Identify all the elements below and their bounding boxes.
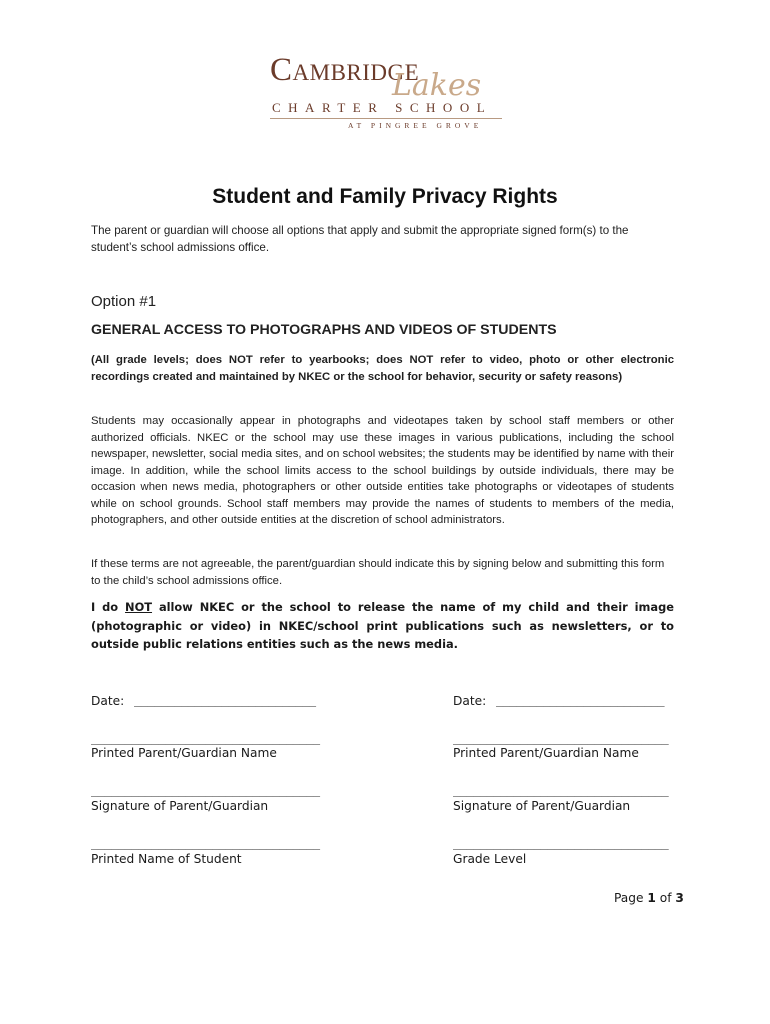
logo-location: AT PINGREE GROVE: [348, 121, 483, 130]
left-signature-field[interactable]: __________________________________: [91, 783, 320, 797]
consent-statement: [91, 598, 674, 654]
right-printed-guardian-label: Printed Parent/Guardian Name: [453, 746, 639, 760]
statement-rest: allow NKEC or the school to release the name of my child and their image (photographic or video) in NKEC/school print publications such as newsletters, or to outside public relations entities such as the news media.: [91, 600, 674, 651]
page-current: 1: [647, 891, 656, 905]
logo-subtitle: CHARTER SCHOOL: [272, 100, 493, 115]
logo-name: Cambridge: [270, 52, 420, 88]
left-signature-label: Signature of Parent/Guardian: [91, 799, 269, 813]
section-heading: GENERAL ACCESS TO PHOTOGRAPHS AND VIDEOS OF STUDENTS: [91, 322, 557, 338]
right-signature-field[interactable]: ________________________________: [453, 783, 669, 797]
option-label: Option #1: [91, 293, 157, 310]
page-of: of: [655, 891, 676, 905]
page-total: 3: [675, 891, 684, 905]
right-printed-guardian-field[interactable]: ________________________________: [453, 731, 669, 745]
body-paragraph: Students may occasionally appear in photographs and videotapes taken by school staff members or other authorized officials. NKEC or the school may use these images in various publications, including the school newspaper, newsletter, social media sites, and on school websites; the students may be identified by name with their image. In addition, while the school limits access to the school buildings by outside individuals, there may be occasion when news media, photographers or other outside entities take photographs or videotapes of students while on school grounds. School staff members may provide the names of students to members of the media, photographers, and other outside entities at the discretion of school administrators.: [91, 415, 674, 526]
intro-paragraph: The parent or guardian will choose all options that apply and submit the appropriate signed form(s) to the student’s school admissions office.: [91, 224, 629, 254]
logo-script: Lakes: [392, 68, 482, 103]
scope-note: (All grade levels; does NOT refer to yearbooks; does NOT refer to video, photo or other electronic recordings created and maintained by NKEC or the school for behavior, security or safety reasons): [91, 354, 674, 383]
right-signature-label: Signature of Parent/Guardian: [453, 799, 631, 813]
left-date-field[interactable]: ___________________________: [134, 693, 316, 707]
page-title: Student and Family Privacy Rights: [212, 185, 558, 208]
left-printed-guardian-label: Printed Parent/Guardian Name: [91, 746, 277, 760]
right-date-label: Date:: [453, 694, 487, 708]
logo-divider: [270, 118, 502, 119]
statement-prefix: I do: [91, 600, 126, 614]
left-printed-guardian-field[interactable]: __________________________________: [91, 731, 320, 745]
school-logo: [266, 50, 506, 135]
page-prefix: Page: [614, 891, 648, 905]
left-student-name-field[interactable]: __________________________________: [91, 836, 320, 850]
left-date-label: Date:: [91, 694, 125, 708]
statement-emphasis: NOT: [125, 600, 153, 614]
right-grade-level-label: Grade Level: [453, 852, 527, 866]
right-date-field[interactable]: _________________________: [496, 693, 665, 707]
page-number: [614, 891, 684, 905]
right-grade-level-field[interactable]: ________________________________: [453, 836, 669, 850]
left-student-name-label: Printed Name of Student: [91, 852, 242, 866]
disagree-paragraph: If these terms are not agreeable, the parent/guardian should indicate this by signing below and submitting this form to the child’s school admissions office.: [91, 558, 665, 587]
